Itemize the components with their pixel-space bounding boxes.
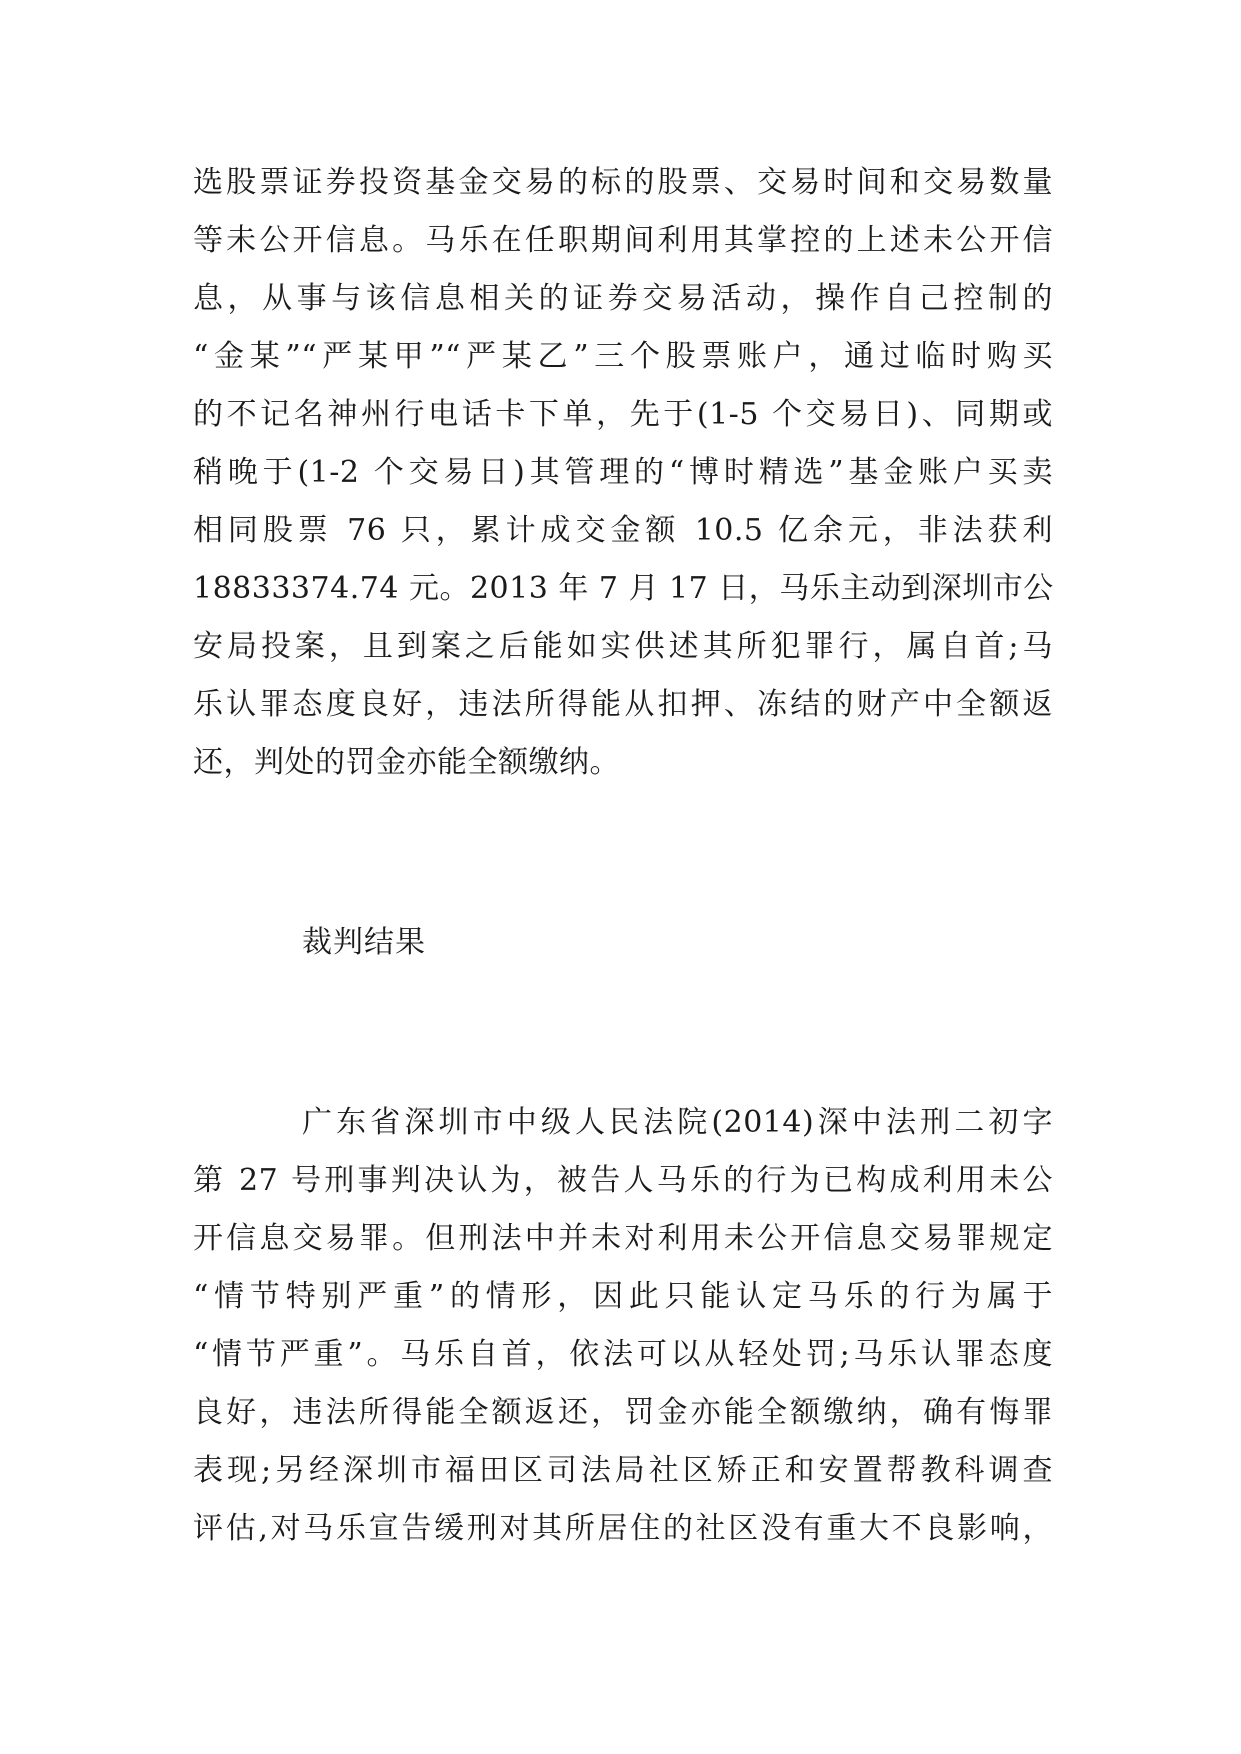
section-heading: 裁判结果 (302, 925, 426, 960)
paragraph-line: “情节严重”。马乐自首，依法可以从轻处罚;马乐认罪态度 (193, 1337, 1053, 1372)
paragraph-line: “情节特别严重”的情形，因此只能认定马乐的行为属于 (193, 1279, 1053, 1314)
paragraph-line: 稍晚于(1-2 个交易日)其管理的“博时精选”基金账户买卖 (193, 455, 1053, 490)
paragraph-line: 广东省深圳市中级人民法院(2014)深中法刑二初字 (302, 1105, 1053, 1140)
paragraph-line: 相同股票 76 只，累计成交金额 10.5 亿余元，非法获利 (193, 513, 1053, 548)
paragraph-line: 的不记名神州行电话卡下单，先于(1-5 个交易日)、同期或 (193, 397, 1053, 432)
paragraph-line: 还，判处的罚金亦能全额缴纳。 (193, 745, 620, 780)
paragraph-line: 第 27 号刑事判决认为，被告人马乐的行为已构成利用未公 (193, 1163, 1053, 1198)
paragraph-line: 安局投案，且到案之后能如实供述其所犯罪行，属自首;马 (193, 629, 1053, 664)
paragraph-line: “金某”“严某甲”“严某乙”三个股票账户，通过临时购买 (193, 339, 1053, 374)
paragraph-line: 表现;另经深圳市福田区司法局社区矫正和安置帮教科调查 (193, 1453, 1053, 1488)
paragraph-line: 开信息交易罪。但刑法中并未对利用未公开信息交易罪规定 (193, 1221, 1053, 1256)
paragraph-line: 评估,对马乐宣告缓刑对其所居住的社区没有重大不良影响， (193, 1511, 1053, 1546)
paragraph-line: 乐认罪态度良好，违法所得能从扣押、冻结的财产中全额返 (193, 687, 1053, 722)
paragraph-line: 良好，违法所得能全额返还，罚金亦能全额缴纳，确有悔罪 (193, 1395, 1053, 1430)
paragraph-line: 18833374.74 元。2013 年 7 月 17 日，马乐主动到深圳市公 (193, 571, 1054, 606)
paragraph-line: 等未公开信息。马乐在任职期间利用其掌控的上述未公开信 (193, 223, 1053, 258)
paragraph-line: 息，从事与该信息相关的证券交易活动，操作自己控制的 (193, 281, 1053, 316)
paragraph-line: 选股票证券投资基金交易的标的股票、交易时间和交易数量 (193, 165, 1053, 200)
